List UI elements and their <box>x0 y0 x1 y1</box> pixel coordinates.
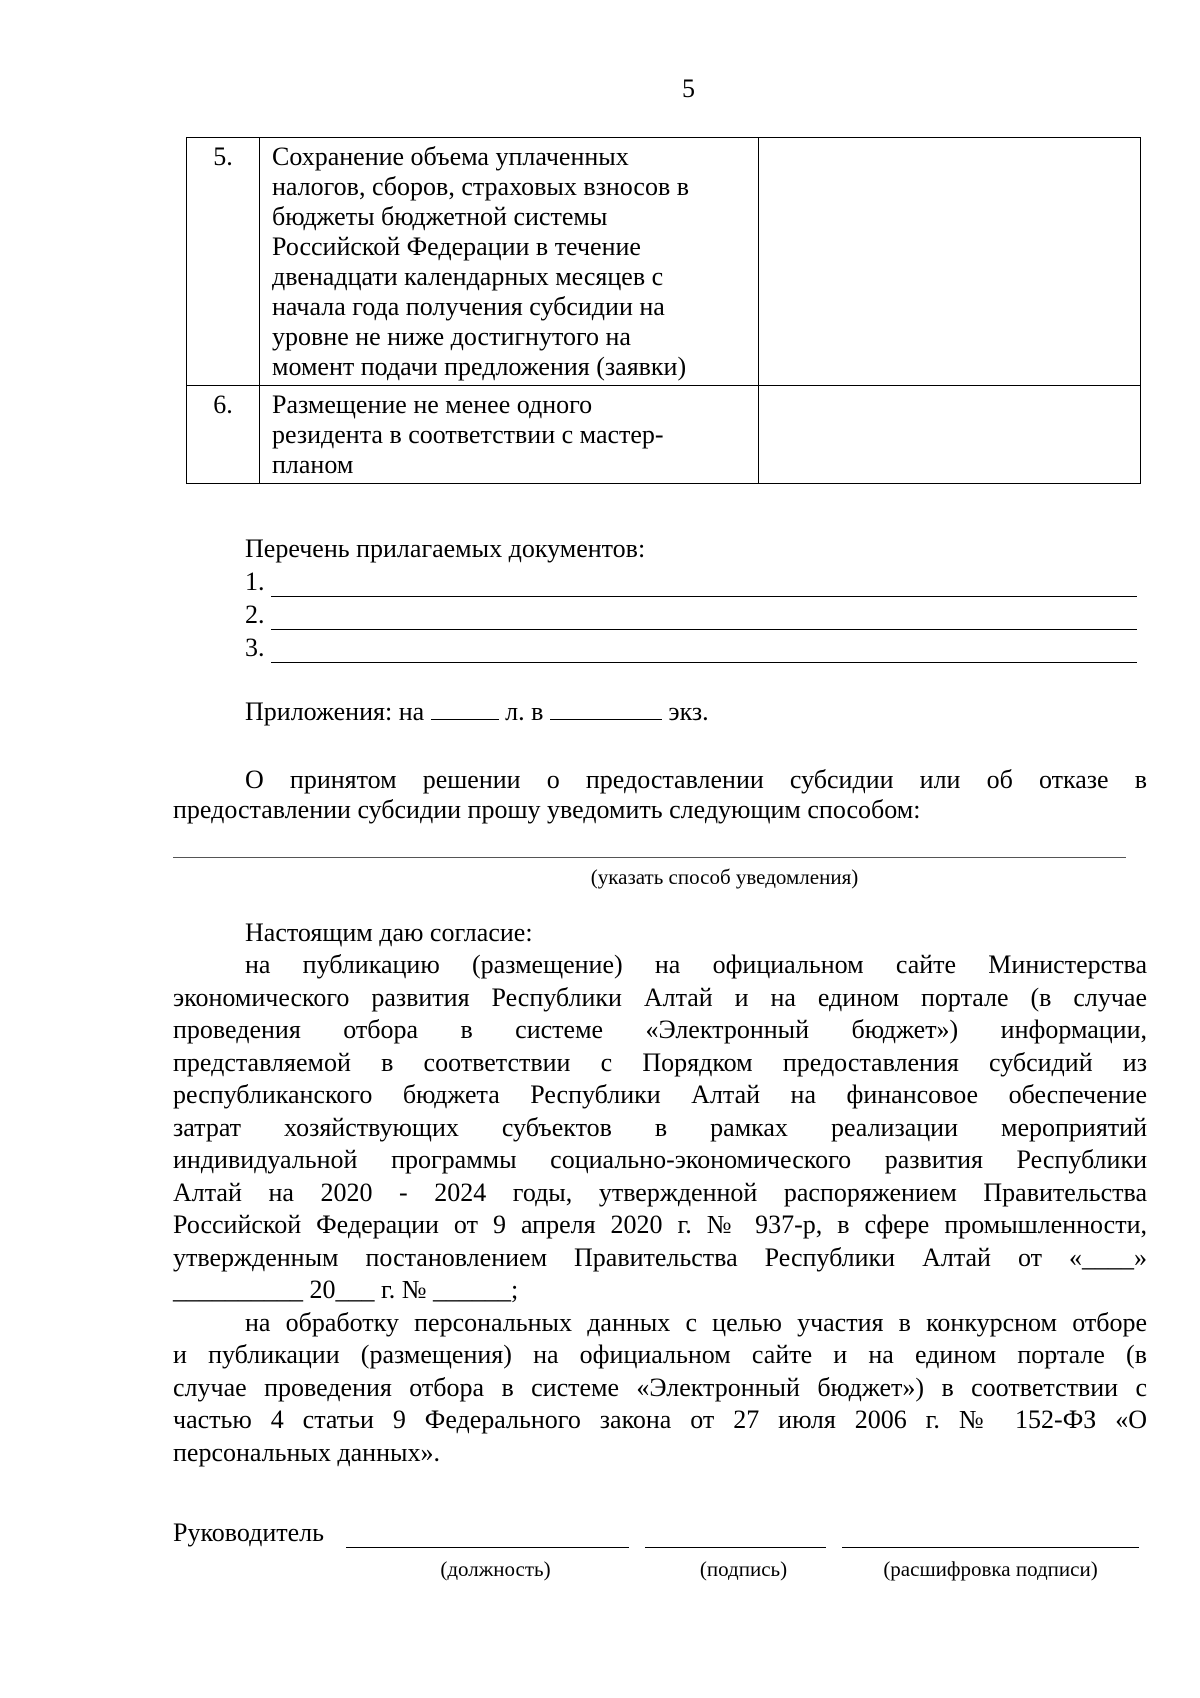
criterion-line: двенадцати календарных месяцев с <box>272 262 664 291</box>
criterion-line: начала года получения субсидии на <box>272 292 665 321</box>
criteria-table <box>186 137 1141 484</box>
criterion-line: планом <box>272 450 354 479</box>
sheets-count-blank[interactable] <box>431 697 499 720</box>
attachments-line <box>245 697 709 727</box>
paragraph-line: проведения отбора в системе «Электронный бюджет») информации, <box>173 1015 1147 1044</box>
criterion-line: Сохранение объема уплаченных <box>272 142 629 171</box>
signature-field[interactable] <box>645 1523 826 1548</box>
signature-row <box>173 1518 1147 1548</box>
signature-captions <box>173 1554 1147 1584</box>
criterion-text <box>260 386 759 484</box>
consent-section <box>173 918 1147 1470</box>
documents-list <box>245 534 1145 663</box>
signature-decoding-field[interactable] <box>842 1523 1139 1548</box>
table-row <box>187 138 1141 386</box>
paragraph-line: __________ 20___ г. № ______; <box>173 1275 519 1304</box>
decoding-caption: (расшифровка подписи) <box>883 1557 1098 1581</box>
paragraph-line: случае проведения отбора в системе «Электронный бюджет») в соответствии с <box>173 1372 1147 1402</box>
row-number: 6. <box>187 386 260 484</box>
consent-paragraph-publication <box>173 950 1147 1308</box>
paragraph-line: частью 4 статьи 9 Федерального закона от 27 июля 2006 г. № 152-ФЗ «О <box>173 1405 1147 1434</box>
consent-paragraph-personal-data <box>173 1308 1147 1471</box>
criterion-line: бюджеты бюджетной системы <box>272 202 608 231</box>
document-number: 3. <box>245 633 265 662</box>
signature-caption: (подпись) <box>699 1557 788 1581</box>
documents-title: Перечень прилагаемых документов: <box>245 534 646 563</box>
criterion-text <box>260 138 759 386</box>
criterion-value-cell[interactable] <box>759 386 1141 484</box>
criterion-line: Размещение не менее одного <box>272 390 593 419</box>
copies-count-blank[interactable] <box>550 697 662 720</box>
document-blank-line[interactable] <box>271 570 1137 597</box>
paragraph-line: на обработку персональных данных с целью участия в конкурсном отборе <box>245 1307 1147 1337</box>
paragraph-line: индивидуальной программы социально-экономического развития Республики <box>173 1145 1147 1174</box>
page-number: 5 <box>682 74 695 103</box>
criterion-line: налогов, сборов, страховых взносов в <box>272 172 690 201</box>
paragraph-line: Алтай на 2020 - 2024 годы, утвержденной распоряжением Правительства <box>173 1177 1147 1207</box>
paragraph-line: на публикацию (размещение) на официальном сайте Министерства <box>245 950 1147 979</box>
paragraph-line: Российской Федерации от 9 апреля 2020 г. № 937-р, в сфере промышленности, <box>173 1210 1147 1239</box>
notify-caption: (указать способ уведомления) <box>590 865 859 889</box>
consent-intro: Настоящим даю согласие: <box>245 918 533 947</box>
position-caption: (должность) <box>440 1557 551 1581</box>
criterion-line: Российской Федерации в течение <box>272 232 641 261</box>
position-field[interactable] <box>346 1523 629 1548</box>
list-item <box>245 597 1145 630</box>
table-row <box>187 386 1141 484</box>
signature-block <box>173 1518 1147 1584</box>
row-number: 5. <box>187 138 260 386</box>
notify-paragraph: О принятом решении о предоставлении субсидии или об отказе в предоставлении субсидии прошу уведомить следующим способом: <box>173 765 1147 824</box>
criterion-line: уровне не ниже достигнутого на <box>272 322 631 351</box>
document-blank-line[interactable] <box>271 636 1137 663</box>
list-item <box>245 564 1145 597</box>
signature-label: Руководитель <box>173 1518 324 1547</box>
paragraph-line: представляемой в соответствии с Порядком предоставления субсидий из <box>173 1047 1147 1077</box>
notify-blank-line[interactable] <box>173 857 1126 858</box>
attachments-prefix: Приложения: на <box>245 697 425 726</box>
document-number: 1. <box>245 567 265 596</box>
criterion-line: резидента в соответствии с мастер- <box>272 420 664 449</box>
attachments-suffix: экз. <box>668 697 709 726</box>
criterion-line: момент подачи предложения (заявки) <box>272 352 687 381</box>
paragraph-line: экономического развития Республики Алтай и на едином портале (в случае <box>173 982 1147 1012</box>
attachments-mid: л. в <box>505 697 544 726</box>
document-number: 2. <box>245 600 265 629</box>
criterion-value-cell[interactable] <box>759 138 1141 386</box>
paragraph-line: республиканского бюджета Республики Алтай на финансовое обеспечение <box>173 1080 1147 1109</box>
paragraph-line: утвержденным постановлением Правительства Республики Алтай от «____» <box>173 1242 1147 1272</box>
paragraph-line: затрат хозяйствующих субъектов в рамках реализации мероприятий <box>173 1112 1147 1142</box>
document-blank-line[interactable] <box>271 603 1137 630</box>
paragraph-line: персональных данных». <box>173 1437 440 1467</box>
paragraph-line: и публикации (размещения) на официальном сайте и на едином портале (в <box>173 1340 1147 1369</box>
list-item <box>245 630 1145 663</box>
